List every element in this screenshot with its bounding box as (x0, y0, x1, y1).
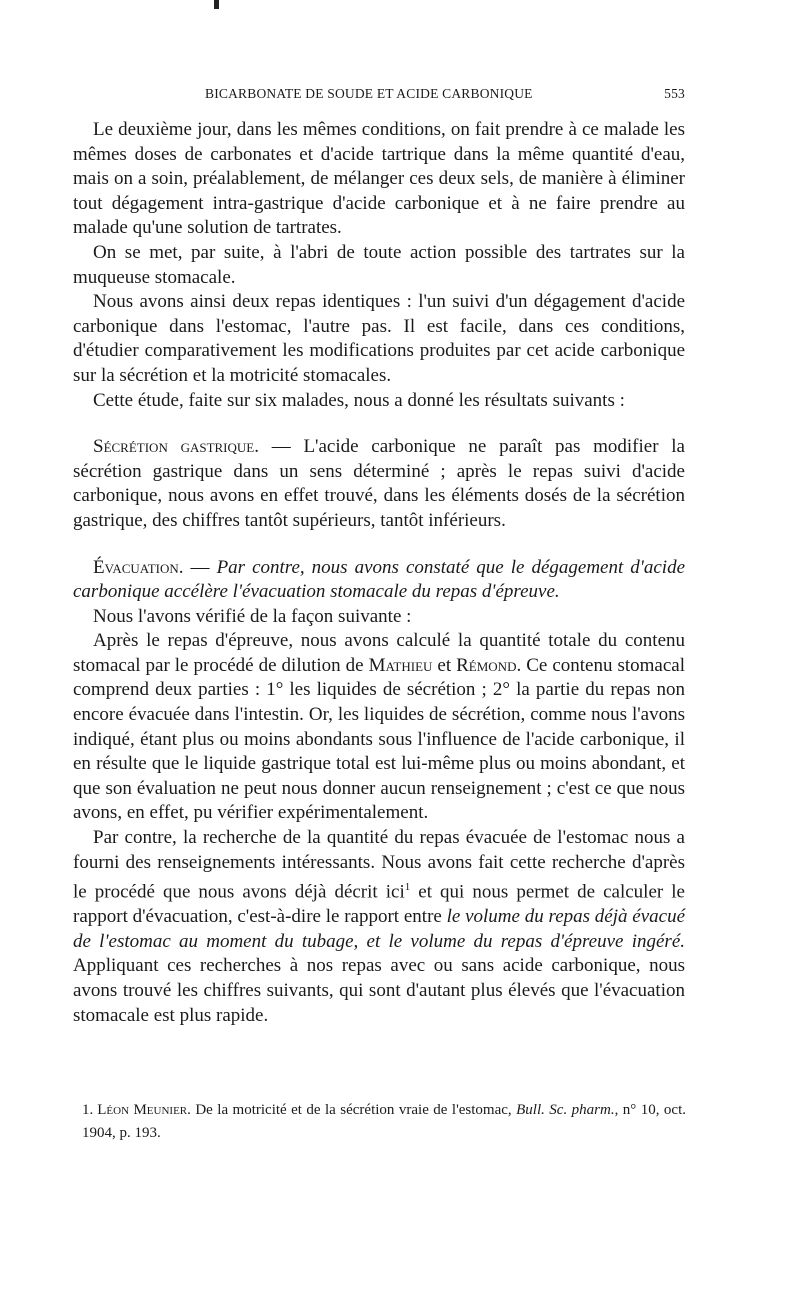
paragraph-8-part-a: Après le repas d'épreuve, nous avons calculé la quantité totale du contenu stomacal par le procédé de dilution de (73, 630, 685, 676)
running-title: BICARBONATE DE SOUDE ET ACIDE CARBONIQUE (205, 86, 533, 101)
paragraph-evacuation-italic: Par contre, nous avons constaté que le dégagement d'acide carbonique accélère l'évacuation stomacale du repas d'épreuve. (73, 556, 686, 603)
paragraph-2: On se met, par suite, à l'abri de toute action possible des tartrates sur la muqueuse stomacale. (73, 241, 685, 288)
footnote-number: 1. (82, 1102, 94, 1118)
paragraph-9-part-a: Par contre, la recherche de la quantité du repas évacuée de l'estomac nous a fourni des renseignements intéressants. Nous avons fait cette recherche d'après le procédé que nous avons déjà décrit ici (73, 827, 685, 903)
paragraph-9-part-c: Appliquant ces recherches à nos repas avec ou sans acide carbonique, nous avons trouvé les chiffres suivants, qui sont d'autant plus élevés que l'évacuation stomacale est plus rapide. (73, 955, 685, 1026)
paragraph-4: Cette étude, faite sur six malades, nous a donné les résultats suivants : (93, 389, 625, 411)
paragraph-secretion-text: — L'acide carbonique ne paraît pas modifier la sécrétion gastrique dans un sens déterminé ; après le repas suivi d'acide carbonique, nous avons en effet trouvé, dans les éléments dosés de la sécrétion gastrique, des chiffres tantôt supérieurs, tantôt inférieurs. (73, 436, 685, 531)
paragraph-evacuation (73, 556, 685, 605)
section-heading-evacuation: Évacuation. (93, 556, 184, 578)
footnote-ref: 1 (404, 881, 411, 894)
conjunction: et (432, 654, 457, 676)
footnote-journal: Bull. Sc. pharm. (516, 1102, 615, 1118)
page-header (73, 84, 685, 106)
section-heading-secretion: Sécrétion gastrique. (93, 436, 259, 458)
paragraph-secretion (73, 435, 685, 533)
paragraph-8 (73, 629, 685, 826)
footnote (82, 1099, 686, 1145)
footnote-text: . De la motricité et de la sécrétion vraie de l'estomac, (187, 1102, 517, 1118)
paragraph-9 (73, 826, 685, 1028)
print-mark (214, 0, 219, 9)
author-name-2: Rémond (456, 654, 517, 676)
dash: — (183, 556, 217, 578)
paragraph-3: Nous avons ainsi deux repas identiques : l'un suivi d'un dégagement d'acide carbonique dans l'estomac, l'autre pas. Il est facile, dans ces conditions, d'étudier comparativement les modifications produites par cet acide carbonique sur la sécrétion et la motricité stomacales. (73, 291, 685, 386)
paragraph-1: Le deuxième jour, dans les mêmes conditions, on fait prendre à ce malade les mêmes doses de carbonates et d'acide tartrique dans la même quantité d'eau, mais on a soin, préalablement, de mélanger ces deux sels, de manière à éliminer tout dégagement intra-gastrique d'acide carbonique et à ne faire prendre au malade qu'une solution de tartrates. (73, 119, 685, 239)
paragraph-7: Nous l'avons vérifié de la façon suivante : (93, 605, 412, 627)
document-page (73, 84, 685, 1028)
footnote-author: Léon Meunier (97, 1102, 188, 1118)
paragraph-9-italic: le volume du repas déjà évacué de l'estomac au moment du tubage, et le volume du repas d'épreuve ingéré. (73, 906, 686, 952)
page-number: 553 (664, 86, 685, 101)
paragraph-9-part-b: et qui nous permet de calculer le rapport d'évacuation, c'est-à-dire le rapport entre (73, 881, 685, 928)
footnote-ref-detail: , n° 10, oct. 1904, p. 193. (82, 1102, 686, 1141)
paragraph-8-part-b: . Ce contenu stomacal comprend deux parties : 1° les liquides de sécrétion ; 2° la partie du repas non encore évacuée dans l'intestin. Or, les liquides de sécrétion, comme nous l'avons indiqué, étant plus ou moins abondants sous l'influence de l'acide carbonique, il en résulte que le liquide gastrique total est lui-même plus ou moins abondant, et que son évaluation ne peut nous donner aucun renseignement ; c'est ce que nous avons, en effet, pu vérifier expérimentalement. (73, 654, 685, 824)
author-name-1: Mathieu (368, 654, 433, 676)
